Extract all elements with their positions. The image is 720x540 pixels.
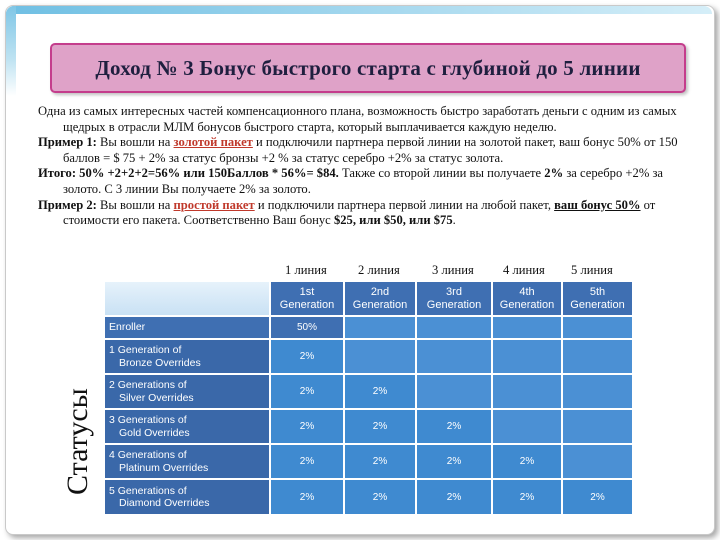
left-accent-bar [6, 6, 16, 96]
row-label [105, 410, 269, 443]
row-label-line2: Diamond Overrides [119, 497, 210, 509]
row-label [105, 317, 269, 338]
example1-paragraph [38, 135, 698, 166]
line-label: 1 линия [285, 263, 327, 277]
table-cell: 2% [417, 410, 491, 443]
generation-header [345, 282, 415, 315]
table-cell: 2% [271, 480, 343, 514]
table-cell [563, 445, 632, 478]
table-cell [417, 340, 491, 373]
line-label: 2 линия [358, 263, 400, 277]
example2-paragraph [38, 198, 698, 229]
table-cell: 50% [271, 317, 343, 338]
row-label-line1: 3 Generations of [109, 414, 187, 426]
generation-header [417, 282, 491, 315]
line-labels [0, 263, 720, 279]
row-label-line1: 2 Generations of [109, 379, 187, 391]
example2-bonus: ваш бонус 50% [554, 197, 641, 212]
table-cell [417, 375, 491, 408]
row-label-line2: Silver Overrides [119, 391, 194, 404]
table-cell [493, 317, 561, 338]
table-cell: 2% [271, 375, 343, 408]
row-label-line2: Platinum Overrides [119, 461, 209, 474]
generation-header-top: 5th [589, 285, 606, 298]
generation-header [493, 282, 561, 315]
total-pct: 2% [544, 166, 564, 181]
table-cell: 2% [271, 410, 343, 443]
generation-header-top: 3rd [446, 285, 462, 298]
total-text-b: за серебро +2% за золото. С 3 линии Вы получаете 2% за золото. [63, 166, 664, 196]
table-cell: 2% [417, 480, 491, 514]
total-paragraph [38, 166, 698, 197]
status-axis-label: Статусы [61, 388, 94, 495]
generation-header-bottom: Generation [426, 298, 482, 311]
table-cell: 2% [493, 480, 561, 514]
example1-label: Пример 1: [38, 135, 97, 150]
overrides-table [105, 282, 632, 514]
generation-header-top: 1st [299, 285, 315, 298]
example2-text-a: Вы вошли на [96, 197, 174, 212]
row-label [105, 375, 269, 408]
total-bold: Итого: 50% +2+2+2=56% или 150Баллов * 56%= $84. [38, 166, 339, 181]
example2-end: . [452, 213, 456, 228]
table-cell [493, 340, 561, 373]
generation-header [563, 282, 632, 315]
example2-simple-package: простой пакет [173, 197, 255, 212]
example2-text-c: от стоимости его пакета. Соответственно Ваш бонус [63, 197, 656, 228]
row-label-line1: 5 Generations of [109, 484, 187, 497]
row-label [105, 480, 269, 514]
table-cell: 2% [417, 445, 491, 478]
example2-amounts: $25, или $50, или $75 [333, 213, 453, 228]
intro-text: Одна из самых интересных частей компенсационного плана, возможность быстро заработать деньги с одним из самых щедрых в отрасли МЛМ бонусов быстрого старта, который выплачивается каждую неделю. [38, 104, 677, 134]
row-label-line1: 4 Generations of [109, 449, 187, 461]
row-label [105, 340, 269, 373]
table-cell [563, 340, 632, 373]
total-text-a: Также со второй линии вы получаете [338, 166, 545, 181]
table-corner [105, 282, 269, 315]
example1-text-a: Вы вошли на [96, 135, 174, 150]
row-label-line1: Enroller [109, 321, 146, 334]
generation-header-bottom: Generation [570, 298, 625, 311]
table-cell: 2% [271, 340, 343, 373]
table-cell [345, 340, 415, 373]
example2-text-b: и подключили партнера первой линии на любой пакет, [254, 197, 555, 212]
generation-header-bottom: Generation [499, 298, 555, 311]
table-cell: 2% [345, 445, 415, 478]
table-cell [417, 317, 491, 338]
table-cell [563, 317, 632, 338]
table-cell [345, 317, 415, 338]
table-cell [493, 375, 561, 408]
generation-header-top: 2nd [370, 285, 390, 298]
line-label: 4 линия [503, 263, 545, 277]
generation-header-bottom: Generation [352, 298, 408, 311]
intro-paragraph [38, 104, 698, 135]
table-cell: 2% [563, 480, 632, 514]
table-cell [493, 410, 561, 443]
generation-header-bottom: Generation [279, 298, 335, 311]
table-cell [563, 410, 632, 443]
top-accent-bar [6, 6, 712, 14]
table-cell: 2% [271, 445, 343, 478]
row-label-line2: Bronze Overrides [119, 356, 201, 369]
table-cell: 2% [345, 410, 415, 443]
slide-title-box [50, 43, 686, 93]
row-label [105, 445, 269, 478]
slide-title: Доход № 3 Бонус быстрого старта с глубиной до 5 линии [95, 55, 641, 80]
row-label-line2: Gold Overrides [119, 426, 190, 439]
example1-text-b: и подключили партнера первой линии на золотой пакет, ваш бонус 50% от 150 баллов = $ 75 + 2% за статус бронзы +2 % за статус серебро +2% за статус золота. [63, 135, 678, 165]
generation-header-top: 4th [519, 285, 535, 298]
body-text [38, 104, 698, 229]
line-label: 3 линия [432, 263, 474, 277]
row-label-line1: 1 Generation of [109, 344, 182, 356]
table-cell: 2% [493, 445, 561, 478]
line-label: 5 линия [571, 263, 613, 277]
example2-label: Пример 2: [38, 197, 97, 212]
table-cell: 2% [345, 480, 415, 514]
table-cell: 2% [345, 375, 415, 408]
generation-header [271, 282, 343, 315]
table-cell [563, 375, 632, 408]
example1-gold-package: золотой пакет [173, 135, 253, 150]
